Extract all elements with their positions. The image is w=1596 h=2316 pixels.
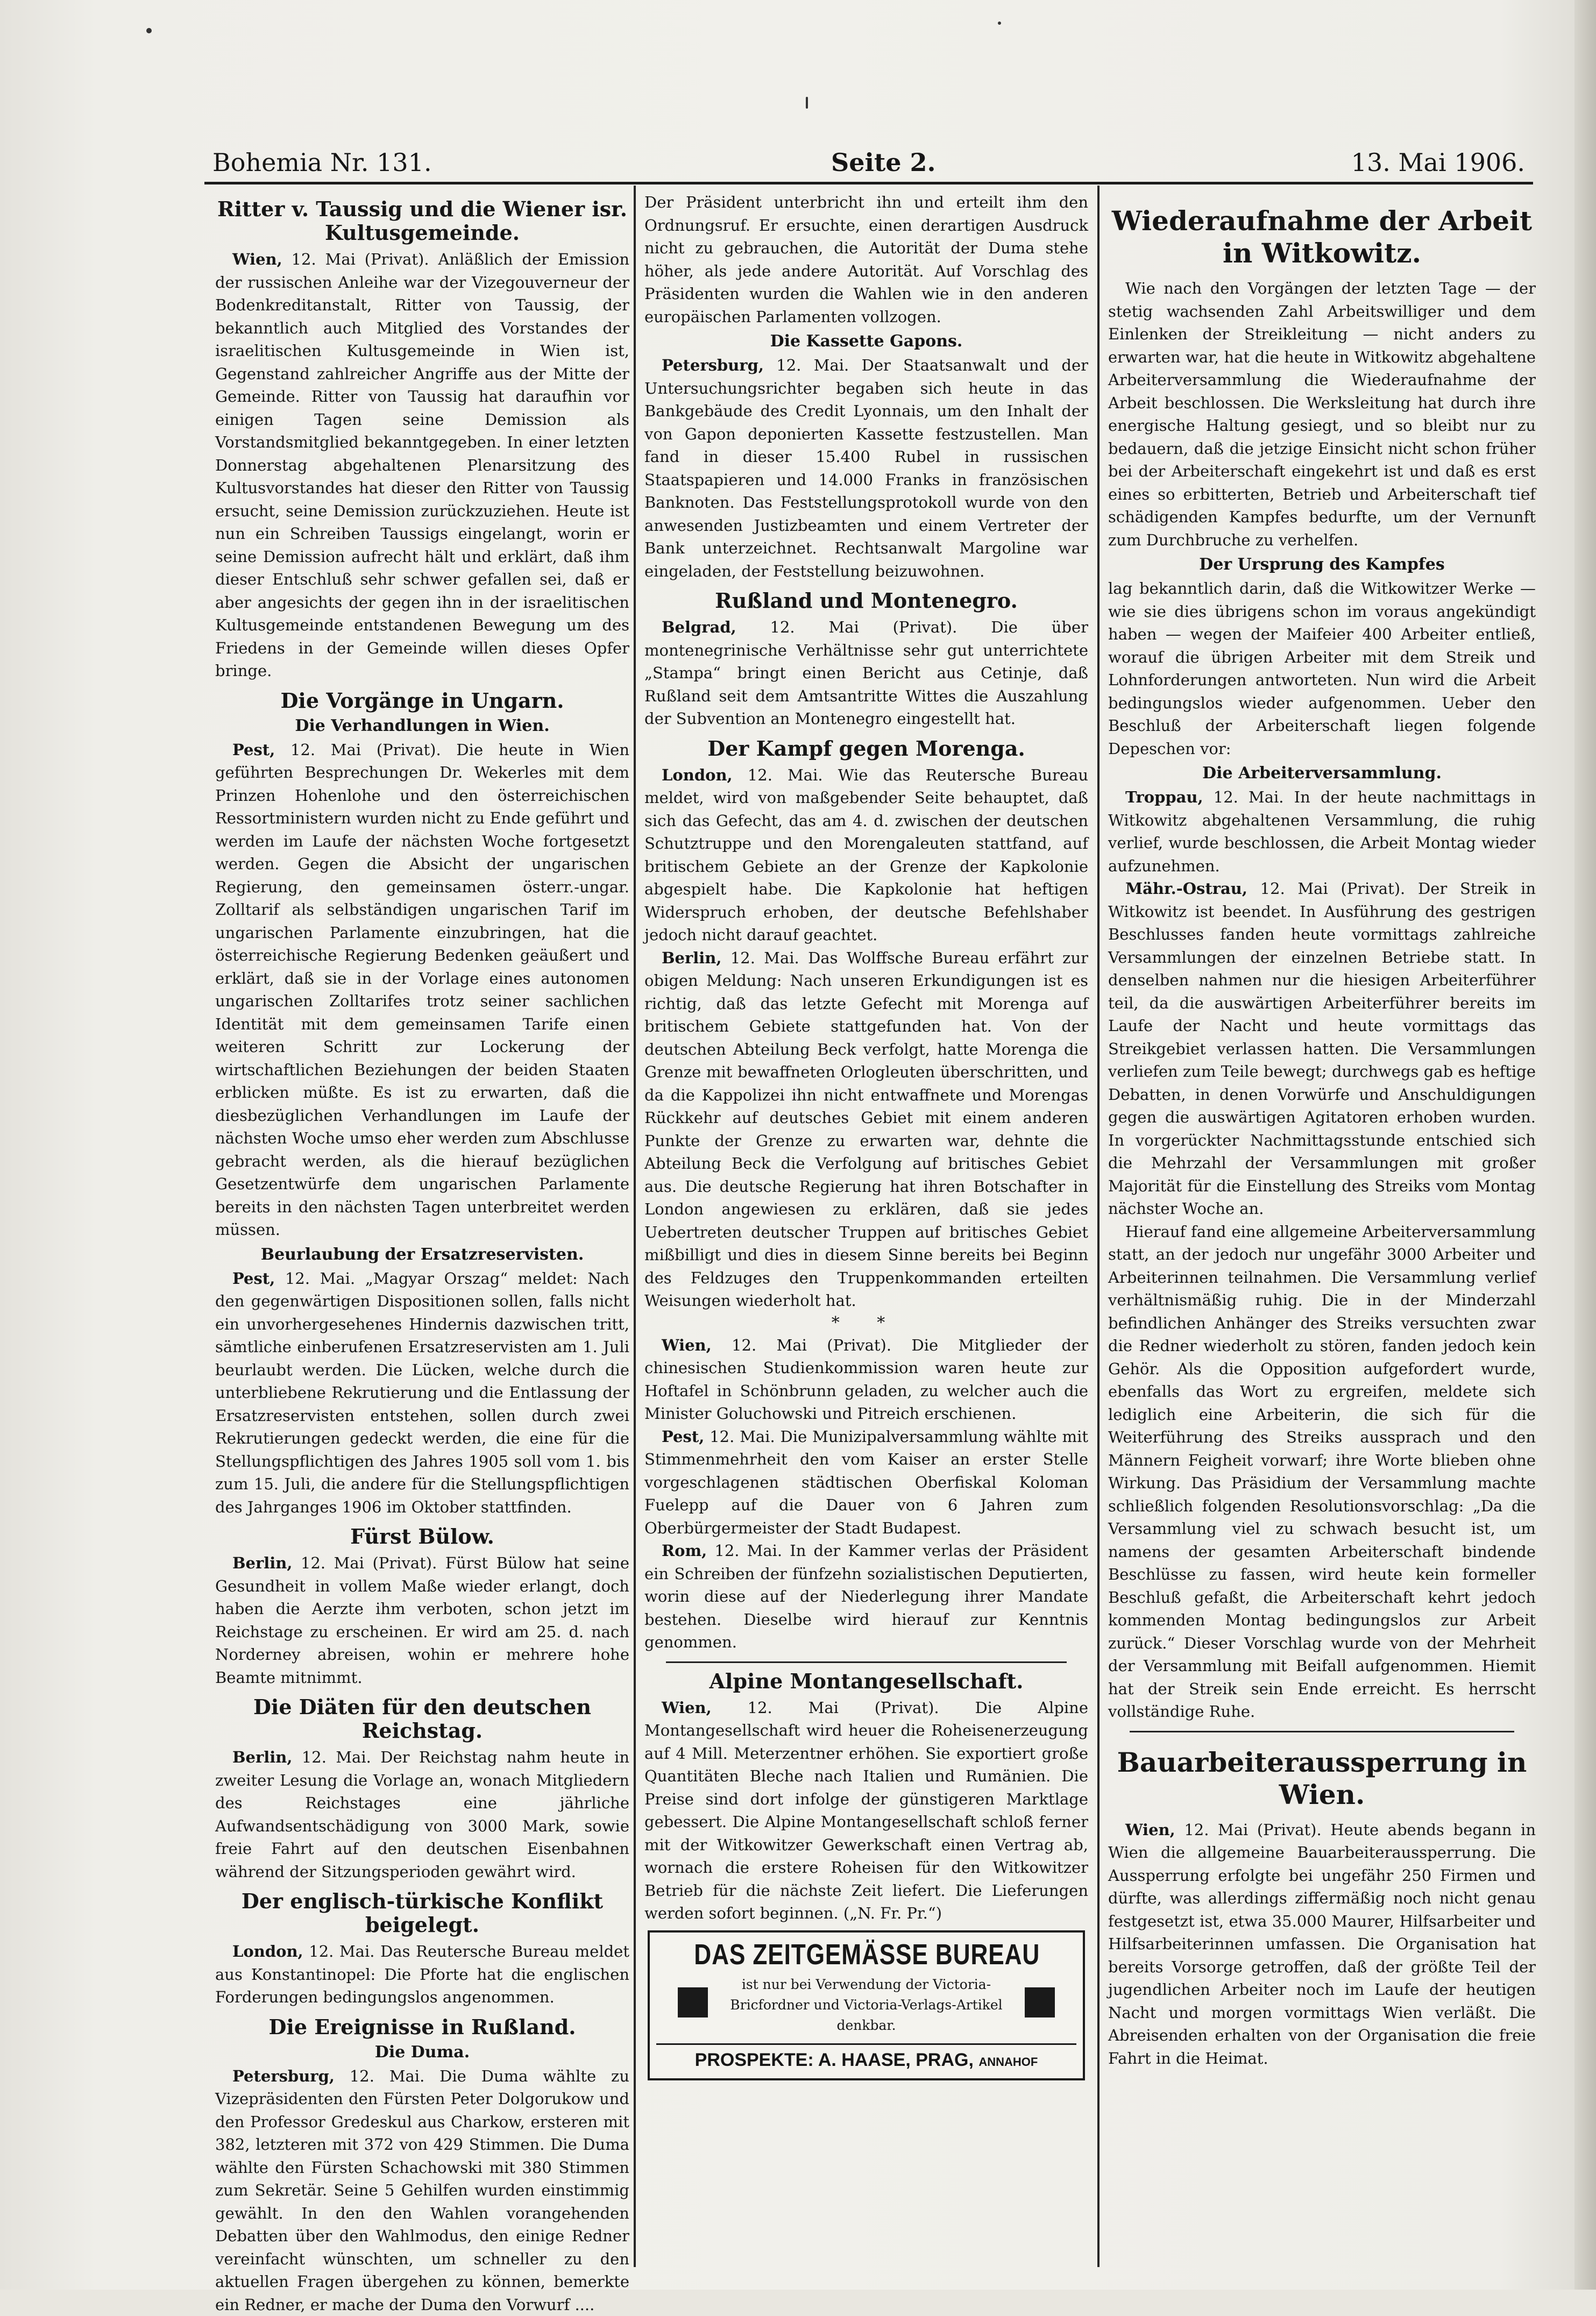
article-paragraph xyxy=(1108,877,1536,1220)
article-paragraph xyxy=(644,1539,1088,1654)
headline: Die Diäten für den deutschen Reichstag. xyxy=(215,1695,629,1743)
subheading: Beurlaubung der Ersatzreservisten. xyxy=(215,1245,629,1265)
paragraph-text: 12. Mai (Privat). Heute abends begann in Wien die allgemeine Bauarbeiteraussperrung. Die Aussperrung erfolgte bei ungefähr 250 Firmen und dürfte, was allerdings ziffermäßig noch nicht genau festgesetzt ist, etwa 35.000 Maurer, Hilfsarbeiter und Hilfsarbeiterinnen umfassen. Die Organisation hat bereits Vorsorge getroffen, daß der größte Teil der jugendlichen Arbeiter noch im Laufe der heutigen Nacht und morgen vormittags Wien verläßt. Die Abreisenden erhalten von der Organisation die freie Fahrt in die Heimat. xyxy=(1108,1821,1536,2068)
paragraph-text: 12. Mai (Privat). Der Streik in Witkowitz ist beendet. In Ausführung des gestrigen Beschlusses fanden heute vormittags zahlreiche Versammlungen der einzelnen Betriebe statt. In denselben nahmen nur die hiesigen Arbeiterführer teil, da die auswärtigen Arbeiterführer bereits im Laufe der Nacht und heute vormittags das Streikgebiet verlassen hatten. Die Versammlungen verliefen zum Teile bewegt; durchwegs gab es heftige Debatten, in denen Vorwürfe und Anschuldigungen gegen die auswärtigen Agitatoren erhoben wurden. In vorgerückter Nachmittagsstunde entschied sich die Mehrzahl der Versammlungen mit großer Majorität für die Einstellung des Streiks vom Montag nächster Woche an. xyxy=(1108,879,1536,1218)
section-rule xyxy=(666,1661,1067,1663)
paragraph-text: 12. Mai. Der Reichstag nahm heute in zweiter Lesung die Vorlage an, wonach Mitgliedern des Reichstages eine jährliche Aufwandsentschädigung von 3000 Mark, sowie freie Fahrt auf den deutschen Eisenbahnen während der Sitzungsperioden gewährt wird. xyxy=(215,1748,629,1881)
column-1 xyxy=(215,191,629,2272)
headline-large: Bauarbeiteraussperrung in Wien. xyxy=(1108,1746,1536,1811)
dateline: London, xyxy=(232,1942,303,1960)
page-edge xyxy=(1574,0,1596,2290)
article-paragraph xyxy=(215,1940,629,2009)
dateline: Pest, xyxy=(662,1427,704,1446)
print-speck xyxy=(998,22,1001,25)
dateline: London, xyxy=(662,766,733,784)
dateline: Berlin, xyxy=(232,1554,292,1572)
article-paragraph xyxy=(1108,1220,1536,1723)
headline: Ritter v. Taussig und die Wiener isr. Kultusgemeinde. xyxy=(215,197,629,245)
paragraph-text: Der Präsident unterbricht ihn und erteilt ihm den Ordnungsruf. Er ersuchte, einen derartigen Ausdruck nicht zu gebrauchen, die Autorität der Duma stehe höher, als jede andere Autorität. Auf Vorschlag des Präsidenten wurden die Wahlen wie in den anderen europäischen Parlamenten vollzogen. xyxy=(644,193,1088,326)
article-paragraph xyxy=(215,1552,629,1689)
print-speck xyxy=(806,97,808,109)
headline: Rußland und Montenegro. xyxy=(644,589,1088,613)
dateline: Petersburg, xyxy=(662,356,764,374)
headline: Alpine Montangesellschaft. xyxy=(644,1669,1088,1693)
article-paragraph xyxy=(644,947,1088,1312)
column-rule-2 xyxy=(1097,186,1100,2267)
ad-body xyxy=(656,1974,1076,2043)
dateline: Petersburg, xyxy=(232,2067,335,2085)
dateline: Belgrad, xyxy=(662,618,736,636)
paragraph-text: 12. Mai. Die Duma wählte zu Vizepräsidenten den Fürsten Peter Dolgorukow und den Professor Gredeskul aus Charkow, ersteren mit 382, letzteren mit 372 von 429 Stimmen. Die Duma wählte den Fürsten Schachowski mit 380 Stimmen zum Sekretär. Seine 5 Gehilfen wurden einstimmig gewählt. In den den Wahlen vorangehenden Debatten über den Wahlmodus, den einige Redner vereinfacht wünschten, um schneller zu den aktuellen Fragen übergehen zu können, bemerkte ein Redner, er mache der Duma den Vorwurf .... xyxy=(215,2067,629,2314)
dateline: Wien, xyxy=(1125,1821,1175,1839)
article-paragraph xyxy=(215,1746,629,1883)
article-paragraph xyxy=(215,2065,629,2316)
dateline: Berlin, xyxy=(662,949,721,967)
article-paragraph xyxy=(644,764,1088,947)
article-paragraph xyxy=(1108,786,1536,877)
article-paragraph xyxy=(215,1267,629,1519)
headline: Die Vorgänge in Ungarn. xyxy=(215,689,629,713)
headline: Der Kampf gegen Morenga. xyxy=(644,737,1088,761)
subheading: Der Ursprung des Kampfes xyxy=(1108,555,1536,575)
dateline: Mähr.-Ostrau, xyxy=(1125,879,1247,898)
paragraph-text: lag bekanntlich darin, daß die Witkowitzer Werke — wie sie dies übrigens schon im voraus angekündigt haben — wegen der Maifeier 400 Arbeiter entließ, worauf die übrigen Arbeiter mit dem Streik und Lohnforderungen antworteten. Nun wird die Arbeit bedingungslos wieder aufgenommen. Ueber den Beschluß der Arbeiterschaft liegen folgende Depeschen vor: xyxy=(1108,579,1536,758)
advertisement xyxy=(648,1930,1085,2080)
ad-text: ist nur bei Verwendung der Victoria-Bricfordner und Victoria-Verlags-Artikel denkbar. xyxy=(721,1974,1012,2036)
headline: Fürst Bülow. xyxy=(215,1525,629,1548)
article-paragraph xyxy=(644,616,1088,730)
subheading: Die Kassette Gapons. xyxy=(644,331,1088,352)
paragraph-text: 12. Mai. Die Munizipalversammlung wählte mit Stimmenmehrheit den vom Kaiser an erster Stelle vorgeschlagenen städtischen Oberfiskal Koloman Fuelepp auf die Dauer von 6 Jahren zum Oberbürgermeister der Stadt Budapest. xyxy=(644,1427,1088,1537)
article-paragraph xyxy=(1108,577,1536,760)
paragraph-text: 12. Mai (Privat). Anläßlich der Emission der russischen Anleihe war der Vizegouverneur der Bodenkreditanstalt, Ritter von Taussig, der bekanntlich auch Mitglied des Vorstandes der israelitischen Kultusgemeinde in Wien ist, Gegenstand zahlreicher Angriffe aus der Mitte der Gemeinde. Ritter von Taussig hat daraufhin vor einigen Tagen seine Demission als Vorstandsmitglied bekanntgegeben. In einer letzten Donnerstag abgehaltenen Plenarsitzung des Kultusvorstandes hat dieser den Ritter von Taussig ersucht, seine Demission zurückzuziehen. Heute ist nun ein Schreiben Taussigs eingelangt, worin er seine Demission aufrecht hält und erklärt, daß ihm dieser Entschluß sehr schwer gefallen sei, daß er aber angesichts der gegen ihn in der israelitischen Kultusgemeinde entstandenen Bewegung um des Friedens in der Gemeinde willen dieses Opfer bringe. xyxy=(215,250,629,680)
article-paragraph xyxy=(215,248,629,683)
article-paragraph xyxy=(644,354,1088,582)
article-paragraph xyxy=(1108,1818,1536,2070)
paragraph-text: 12. Mai. In der heute nachmittags in Witkowitz abgehaltenen Versammlung, die ruhig verlief, wurde beschlossen, die Arbeit Montag wieder aufzunehmen. xyxy=(1108,788,1536,875)
dateline: Wien, xyxy=(662,1699,712,1717)
headline: Die Ereignisse in Rußland. xyxy=(215,2015,629,2039)
article-paragraph xyxy=(644,1696,1088,1925)
paragraph-text: 12. Mai. Das Reutersche Bureau meldet aus Konstantinopel: Die Pforte hat die englischen Forderungen bedingungslos angenommen. xyxy=(215,1942,629,2006)
dateline: Pest, xyxy=(232,741,275,759)
paragraph-text: 12. Mai. Das Wolffsche Bureau erfährt zur obigen Meldung: Nach unseren Erkundigungen ist es richtig, daß das letzte Gefecht mit Morenga auf britischem Gebiete stattgefunden hat. Von der deutschen Abteilung Beck verfolgt, hatte Morenga die Grenze mit bewaffneten Orlogleuten überschritten, und da die Kappolizei ihn nicht entwaffnete und Morengas Rückkehr auf deutsches Gebiet mit einem anderen Punkte der Grenze zu erwarten war, dehnte die Abteilung Beck die Verfolgung auf britisches Gebiet aus. Die deutsche Regierung hat ihren Botschafter in London angewiesen zu erklären, daß sie jedes Uebertreten deutscher Truppen auf britisches Gebiet mißbilligt und dies in diesem Sinne bereits bei Beginn des Feldzuges den Truppenkommanden erteilten Weisungen wiederholt hat. xyxy=(644,949,1088,1310)
section-separator: * * xyxy=(644,1312,1088,1334)
paragraph-text: 12. Mai (Privat). Fürst Bülow hat seine Gesundheit in vollem Maße wieder erlangt, doch haben die Aerzte ihm verboten, schon jetzt im Reichstage zu erscheinen. Er wird am 25. d. nach Norderney abreisen, wohin er mehrere hohe Beamte mitnimmt. xyxy=(215,1554,629,1687)
column-rule-1 xyxy=(634,186,636,2267)
header-rule xyxy=(204,182,1533,184)
dateline: Wien, xyxy=(232,250,282,268)
paragraph-text: 12. Mai (Privat). Die Alpine Montangesellschaft wird heuer die Roheisenerzeugung auf 4 Mill. Meterzentner erhöhen. Sie exportiert große Quantitäten Bleche nach Italien und Rumänien. Die Preise sind dort infolge der günstigeren Marktlage gebessert. Die Alpine Montangesellschaft schloß ferner mit der Witkowitzer Gewerkschaft einen Vertrag ab, wornach die erstere Roheisen für den Witkowitzer Betrieb für die nächste Zeit liefert. Die Lieferungen werden sofort beginnen. („N. Fr. Pr.“) xyxy=(644,1699,1088,1923)
dateline: Berlin, xyxy=(232,1748,292,1766)
dateline: Wien, xyxy=(662,1336,712,1354)
paragraph-text: Hierauf fand eine allgemeine Arbeiterversammlung statt, an der jedoch nur ungefähr 3000 Arbeiter und Arbeiterinnen teilnahmen. Die Versammlung verlief verhältnismäßig ruhig. Die in der Minderzahl befindlichen Anhänger des Streiks versuchten zwar die Redner wiederholt zu stören, fanden jedoch kein Gehör. Als die Opposition aufgefordert wurde, ebenfalls das Wort zu ergreifen, meldete sich lediglich eine Arbeiterin, die sich für die Weiterführung des Streiks aussprach und den Männern Feigheit vorwarf; ihre Worte blieben ohne Wirkung. Das Präsidium der Versammlung machte schließlich folgenden Resolutionsvorschlag: „Da die Versammlung viel zu schwach besucht ist, um namens der gesamten Arbeiterschaft bindende Beschlüsse zu fassen, wird heute kein formeller Beschluß gefaßt, die Arbeiterschaft kehrt jedoch kommenden Montag bedingungslos zur Arbeit zurück.“ Dieser Vorschlag wurde von der Mehrheit der Versammlung mit Beifall aufgenommen. Hiemit hat der Streik sein Ende erreicht. Es herrscht vollständige Ruhe. xyxy=(1108,1223,1536,1721)
headline: Der englisch-türkische Konflikt beigelegt. xyxy=(215,1889,629,1937)
column-3 xyxy=(1108,191,1536,2272)
ad-footer-text: PROSPEKTE: A. HAASE, PRAG, xyxy=(695,2050,974,2070)
article-paragraph xyxy=(644,191,1088,328)
subheading: Die Verhandlungen in Wien. xyxy=(215,716,629,736)
running-head xyxy=(212,148,1525,191)
issue-date: 13. Mai 1906. xyxy=(1351,148,1525,177)
dateline: Rom, xyxy=(662,1541,707,1560)
ad-square-right xyxy=(1025,1987,1055,2017)
paragraph-text: Wie nach den Vorgängen der letzten Tage — der stetig wachsenden Zahl Arbeitswilliger und dem Einlenken der Streikleitung — nicht anders zu erwarten war, hat die heute in Witkowitz abgehaltene Arbeiterversammlung die Wiederaufnahme der Arbeit beschlossen. Die Werksleitung hat durch ihre energische Haltung gesiegt, und so bleibt nur zu bedauern, daß die jetzige Einsicht nicht schon früher bei der Arbeiterschaft eingekehrt ist und daß es erst eines so erbitterten, Betrieb und Arbeiterschaft tief schädigenden Kampfes bedurfte, um der Vernunft zum Durchbruche zu verhelfen. xyxy=(1108,279,1536,549)
article-paragraph xyxy=(215,738,629,1241)
page-number: Seite 2. xyxy=(831,148,936,177)
ad-footer-small: ANNAHOF xyxy=(978,2055,1038,2069)
masthead-issue: Bohemia Nr. 131. xyxy=(212,148,432,177)
column-2-articles xyxy=(644,191,1088,1925)
paragraph-text: 12. Mai. In der Kammer verlas der Präsident ein Schreiben der fünfzehn sozialistischen Deputierten, worin diese auf der Niederlegung ihrer Mandate bestehen. Dieselbe wird hierauf zur Kenntnis genommen. xyxy=(644,1541,1088,1651)
paragraph-text: 12. Mai (Privat). Die über montenegrinische Verhältnisse sehr gut unterrichtete „Stampa“ bringt einen Bericht aus Cetinje, daß Rußland seit dem Amtsantritte Wittes die Auszahlung der Subvention an Montenegro eingestellt hat. xyxy=(644,618,1088,728)
article-paragraph xyxy=(1108,277,1536,551)
paragraph-text: 12. Mai. „Magyar Orszag“ meldet: Nach den gegenwärtigen Dispositionen sollen, falls nicht ein unvorhergesehenes Hindernis dazwischen tritt, sämtliche einberufenen Ersatzreservisten am 1. Juli beurlaubt werden. Die Lücken, welche durch die unterbliebene Rekrutierung und die Entlassung der Ersatzreservisten entstehen, sollen durch zwei Rekrutierungen gedeckt werden, die eine für die Stellungspflichtigen des Jahres 1905 soll vom 1. bis zum 15. Juli, die andere für die Stellungspflichtigen des Jahrganges 1906 im Oktober stattfinden. xyxy=(215,1269,629,1516)
article-paragraph xyxy=(644,1425,1088,1540)
ad-footer xyxy=(656,2043,1076,2074)
paragraph-text: 12. Mai (Privat). Die Mitglieder der chinesischen Studienkommission waren heute zur Hoftafel in Schönbrunn geladen, zu welcher auch die Minister Goluchowski und Pitreich erschienen. xyxy=(644,1336,1088,1423)
ad-title: DAS ZEITGEMÄSSE BUREAU xyxy=(694,1938,1038,1971)
paragraph-text: 12. Mai. Wie das Reutersche Bureau meldet, wird von maßgebender Seite behauptet, daß sich das Gefecht, das am 4. d. zwischen der deutschen Schutztruppe und den Morengaleuten stattfand, auf britischem Gebiete an der Grenze der Kapkolonie abgespielt habe. Die Kapkolonie hat heftigen Widerspruch erhoben, der deutsche Befehlshaber jedoch nicht darauf geachtet. xyxy=(644,766,1088,944)
subheading: Die Arbeiterversammlung. xyxy=(1108,763,1536,784)
column-2 xyxy=(644,191,1088,2272)
dateline: Pest, xyxy=(232,1269,275,1288)
dateline: Troppau, xyxy=(1125,788,1203,806)
ad-square-left xyxy=(678,1987,708,2017)
paragraph-text: 12. Mai (Privat). Die heute in Wien geführten Besprechungen Dr. Wekerles mit dem Prinzen Hohenlohe und den österreichischen Ressortministern wurden nicht zu Ende geführt und werden im Laufe der nächsten Woche fortgesetzt werden. Gegen die Absicht der ungarischen Regierung, den gemeinsamen österr.-ungar. Zolltarif als selbständigen ungarischen Tarif im ungarischen Parlamente einzubringen, hat die österreichische Regierung Bedenken geäußert und erklärt, daß sie in der Vorlage eines autonomen ungarischen Zolltarifes trotz seiner sachlichen Identität mit dem gemeinsamen Tarife einen weiteren Schritt zur Lockerung der wirtschaftlichen Beziehungen der beiden Staaten erblicken müßte. Es ist zu erwarten, daß die diesbezüglichen Verhandlungen im Laufe der nächsten Woche umso eher werden zum Abschlusse gebracht werden, als die hierauf bezüglichen Gesetzentwürfe dem ungarischen Parlamente bereits in den nächsten Tagen unterbreitet werden müssen. xyxy=(215,741,629,1239)
paragraph-text: 12. Mai. Der Staatsanwalt und der Untersuchungsrichter begaben sich heute in das Bankgebäude des Credit Lyonnais, um den Inhalt der von Gapon deponierten Kassette festzustellen. Man fand in dieser 15.400 Rubel in russischen Staatspapieren und 14.000 Franks in französischen Banknoten. Das Feststellungsprotokoll wurde von den anwesenden Justizbeamten und einem Vertreter der Bank unterzeichnet. Rechtsanwalt Margoline war eingeladen, der Feststellung beizuwohnen. xyxy=(644,356,1088,580)
subheading: Die Duma. xyxy=(215,2042,629,2063)
print-speck xyxy=(146,28,152,33)
article-paragraph xyxy=(644,1334,1088,1425)
section-rule xyxy=(1130,1731,1514,1732)
headline-large: Wiederaufnahme der Arbeit in Witkowitz. xyxy=(1108,205,1536,269)
